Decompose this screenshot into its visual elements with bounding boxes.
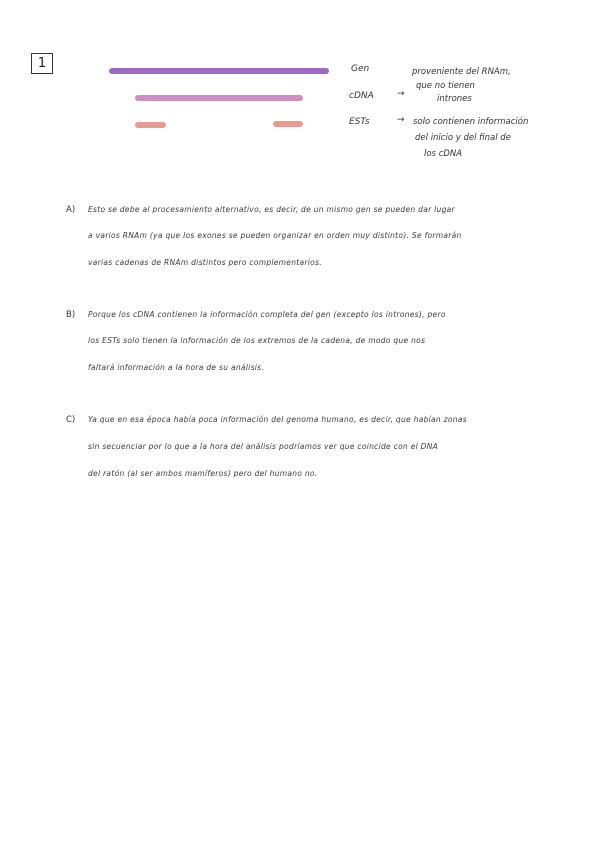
- answer-b-line-2: los ESTs solo tienen la información de los extremos de la cadena, de modo que nos: [88, 336, 426, 345]
- answer-a-line-1: Esto se debe al procesamiento alternativo, es decir, de un mismo gen se pueden dar lugar: [88, 205, 455, 214]
- answer-a-line-2: a varios RNAm (ya que los exones se pueden organizar en orden muy distinto). Se formarán: [88, 231, 462, 240]
- cdna-label: cDNA: [349, 91, 374, 101]
- gen-note-line-1: proveniente del RNAm,: [412, 67, 511, 77]
- answer-a-line-3: varias cadenas de RNAm distintos pero complementarios.: [88, 258, 322, 267]
- answer-b-line-1: Porque los cDNA contienen la información completa del gen (excepto los intrones), pero: [88, 310, 446, 319]
- answer-c-line-1: Ya que en esa época había poca información del genoma humano, es decir, que habían zonas: [88, 415, 467, 424]
- ests-arrow: →: [397, 115, 405, 125]
- exercise-number-box: 1: [31, 53, 53, 74]
- gen-label: Gen: [351, 64, 370, 74]
- answer-b-line-3: faltará información a la hora de su análisis.: [88, 363, 265, 372]
- cdna-arrow: →: [397, 89, 405, 99]
- answer-a-letter: A): [66, 205, 76, 215]
- answer-c-line-2: sin secuenciar por lo que a la hora del análisis podríamos ver que coincide con el DNA: [88, 442, 439, 451]
- ests-note-line-2: del inicio y del final de: [415, 133, 511, 143]
- gen-note-line-3: intrones: [437, 94, 472, 104]
- answer-c-line-3: del ratón (al ser ambos mamíferos) pero del humano no.: [88, 469, 318, 478]
- est-bar-right: [273, 121, 303, 127]
- gen-note-line-2: que no tienen: [416, 81, 475, 91]
- ests-label: ESTs: [349, 117, 370, 127]
- ests-note-line-3: los cDNA: [424, 149, 463, 159]
- answer-c-letter: C): [66, 415, 76, 425]
- est-bar-left: [135, 122, 166, 128]
- answer-b-letter: B): [66, 310, 76, 320]
- ests-note-line-1: solo contienen información: [413, 117, 529, 127]
- gen-bar: [109, 68, 329, 74]
- cdna-bar: [135, 95, 303, 101]
